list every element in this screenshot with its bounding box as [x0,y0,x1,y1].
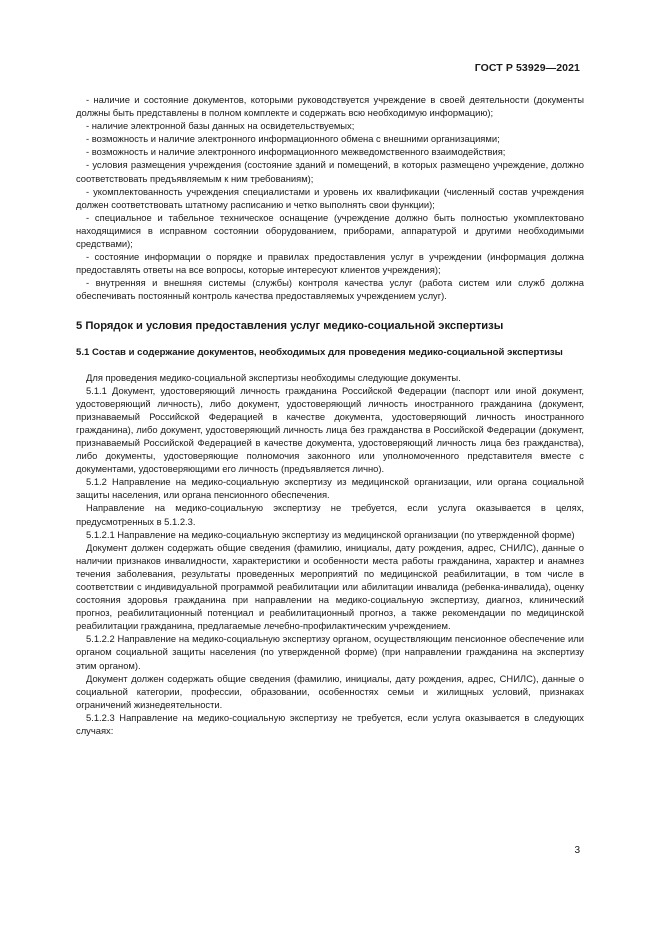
paragraph: 5.1.2 Направление на медико-социальную экспертизу из медицинской организации, или органа социальной защиты населения, или органа пенсионного обеспечения. [76,476,584,501]
list-item: - наличие и состояние документов, которыми руководствуется учреждение в своей деятельности (документы должны быть представлены в полном комплекте и содержать всю необходимую информацию); [76,94,584,119]
list-item: - состояние информации о порядке и правилах предоставления услуг в учреждении (информация должна предоставлять ответы на все вопросы, которые интересуют клиентов учреждения); [76,251,584,276]
list-item: - внутренняя и внешняя системы (службы) контроля качества услуг (работа систем или служб должна обеспечивать постоянный контроль качества предоставляемых учреждением услуг). [76,277,584,302]
paragraph: Для проведения медико-социальной экспертизы необходимы следующие документы. [86,371,461,383]
paragraph: Направление на медико-социальную экспертизу не требуется, если услуга оказывается в целях, предусмотренных в 5.1.2.3. [76,502,584,527]
paragraph: Документ должен содержать общие сведения (фамилию, инициалы, дату рождения, адрес, СНИЛС), данные о наличии признаков инвалидности, характеристики и особенности места работы гражданина, характер и анамнез течения заболевания, результаты проведенных мероприятий по медицинской реабилитации, в том числе в соответствии с индивидуальной программой реабилитации или абилитации инвалида (ребенка-инвалида), оценку состояния здоровья гражданина при направлении на медико-социальную экспертизу, диагноз, клинический прогноз, реабилитационный потенциал и реабилитационный прогноз, а также рекомендации по медицинской реабилитации гражданина, предлагаемые лечебно-профилактическим учреждением. [76,541,584,632]
paragraph: 5.1.1 Документ, удостоверяющий личность гражданина Российской Федерации (паспорт или иной документ, удостоверяющий личность), либо документ, удостоверяющий личность иностранного гражданина (документ, признаваемый Российской Федерацией в качестве документа, удостоверяющий личность иностранного гражданина), либо документ, удостоверяющий личность лица без гражданства в Российской Федерации (документ, признаваемый Российской Федерацией в качестве документа, удостоверяющий личность лица без гражданства), либо документы, удостоверяющие полномочия законного или уполномоченного представителя вместе с документами, удостоверяющими его личность (предъявляется лично). [76,384,584,475]
paragraph: 5.1.2.3 Направление на медико-социальную экспертизу не требуется, если услуга оказывается в следующих случаях: [76,711,584,737]
list-item: - условия размещения учреждения (состояние зданий и помещений, в которых размещено учреждение, должно соответствовать предъявляемым к ним требованиям); [76,159,584,184]
paragraph: 5.1.2.1 Направление на медико-социальную экспертизу из медицинской организации (по утвержденной форме) [86,528,575,540]
paragraph: 5.1.2.2 Направление на медико-социальную экспертизу органом, осуществляющим пенсионное обеспечение или органом социальной защиты населения (по утвержденной форме) (при направлении гражданина на экспертизу этим органом). [76,633,584,671]
standard-code: ГОСТ Р 53929—2021 [474,62,580,74]
list-item: - возможность и наличие электронного информационного межведомственного взаимодействия; [86,146,506,158]
section-heading: 5 Порядок и условия предоставления услуг медико-социальной экспертизы [76,319,504,332]
list-item: - наличие электронной базы данных на освидетельствуемых; [86,120,355,132]
list-item: - специальное и табельное техническое оснащение (учреждение должно быть полностью укомплектовано находящимися в исправном состоянии оборудованием, приборами, аппаратурой и другими необходимыми средствами); [76,211,584,250]
list-item: - возможность и наличие электронного информационного обмена с внешними организациями; [86,133,500,145]
paragraph: Документ должен содержать общие сведения (фамилию, инициалы, дату рождения, адрес, СНИЛС), данные о социальной категории, профессии, образовании, особенностях семьи и жилищных условий, признаках ограничений жизнедеятельности. [76,672,584,710]
subsection-heading: 5.1 Состав и содержание документов, необходимых для проведения медико-социальной экспертизы [76,346,563,358]
list-item: - укомплектованность учреждения специалистами и уровень их квалификации (численный состав учреждения должен соответствовать штатному расписанию и четко выполнять свои функции); [76,185,584,210]
page-number: 3 [574,845,580,856]
document-body [76,93,584,737]
